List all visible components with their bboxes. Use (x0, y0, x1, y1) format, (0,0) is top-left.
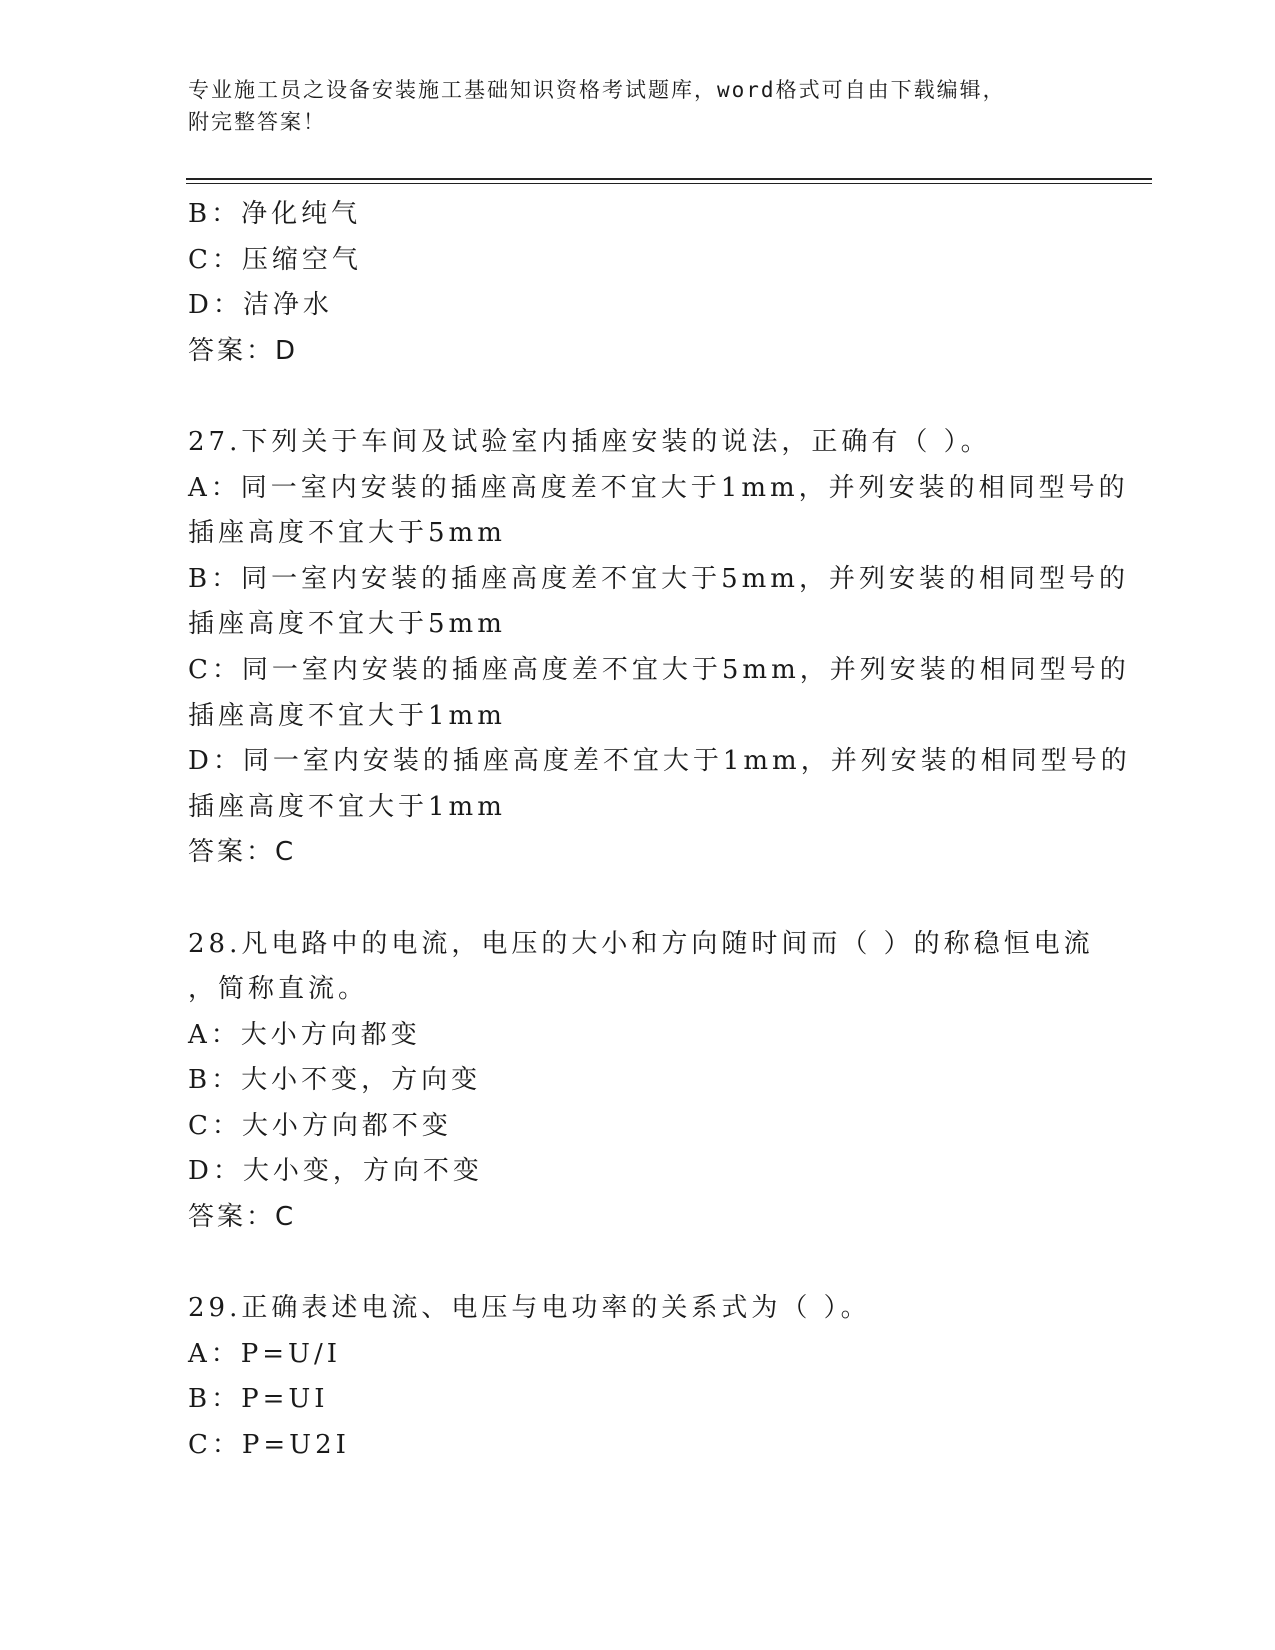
answer-line: 答案：C (188, 837, 297, 868)
header-divider-thin (186, 183, 1152, 184)
option-a: A：P=U/I (188, 1338, 341, 1369)
question-list (188, 192, 1131, 1469)
option-c: C：压缩空气 (188, 244, 362, 275)
option-a-line-2: 插座高度不宜大于5mm (188, 518, 506, 549)
option-b: B：大小不变，方向变 (188, 1065, 482, 1096)
option-b-line-1: B：同一室内安装的插座高度差不宜大于5mm，并列安装的相同型号的 (188, 563, 1129, 594)
header-title-line-1: 专业施工员之设备安装施工基础知识资格考试题库，word格式可自由下载编辑， (188, 78, 1006, 102)
question-stem: 27.下列关于车间及试验室内插座安装的说法，正确有（ ）。 (188, 426, 991, 457)
question-28 (188, 922, 1094, 1241)
answer-line: 答案：C (188, 1202, 297, 1233)
question-29 (188, 1286, 1088, 1468)
option-d: D：大小变，方向不变 (188, 1156, 483, 1187)
spacer (188, 1241, 1088, 1287)
spacer (188, 374, 1088, 420)
question-27 (188, 420, 1131, 876)
option-d-line-2: 插座高度不宜大于1mm (188, 791, 506, 822)
spacer (188, 876, 1088, 922)
option-b-line-2: 插座高度不宜大于5mm (188, 609, 506, 640)
option-c-line-2: 插座高度不宜大于1mm (188, 700, 506, 731)
option-a-line-1: A：同一室内安装的插座高度差不宜大于1mm，并列安装的相同型号的 (188, 472, 1129, 503)
option-b: B：净化纯气 (188, 199, 362, 229)
option-c-line-1: C：同一室内安装的插座高度差不宜大于5mm，并列安装的相同型号的 (188, 654, 1130, 685)
option-b: B：P=UI (188, 1384, 329, 1415)
document-header (188, 74, 1088, 138)
option-d-line-1: D：同一室内安装的插座高度差不宜大于1mm，并列安装的相同型号的 (188, 746, 1131, 777)
question-26 (188, 192, 1088, 374)
question-stem-line-1: 28.凡电路中的电流，电压的大小和方向随时间而（ ）的称稳恒电流 (188, 928, 1094, 959)
option-d: D：洁净水 (188, 290, 333, 321)
option-c: C：P=U2I (188, 1430, 350, 1461)
header-divider-thick (186, 178, 1152, 180)
option-a: A：大小方向都变 (188, 1019, 421, 1050)
answer-line: 答案：D (188, 335, 299, 366)
question-stem-line-2: ，简称直流。 (188, 974, 369, 1005)
option-c: C：大小方向都不变 (188, 1110, 452, 1141)
header-title-line-2: 附完整答案！ (188, 110, 326, 134)
question-stem: 29.正确表述电流、电压与电功率的关系式为（ ）。 (188, 1293, 871, 1324)
